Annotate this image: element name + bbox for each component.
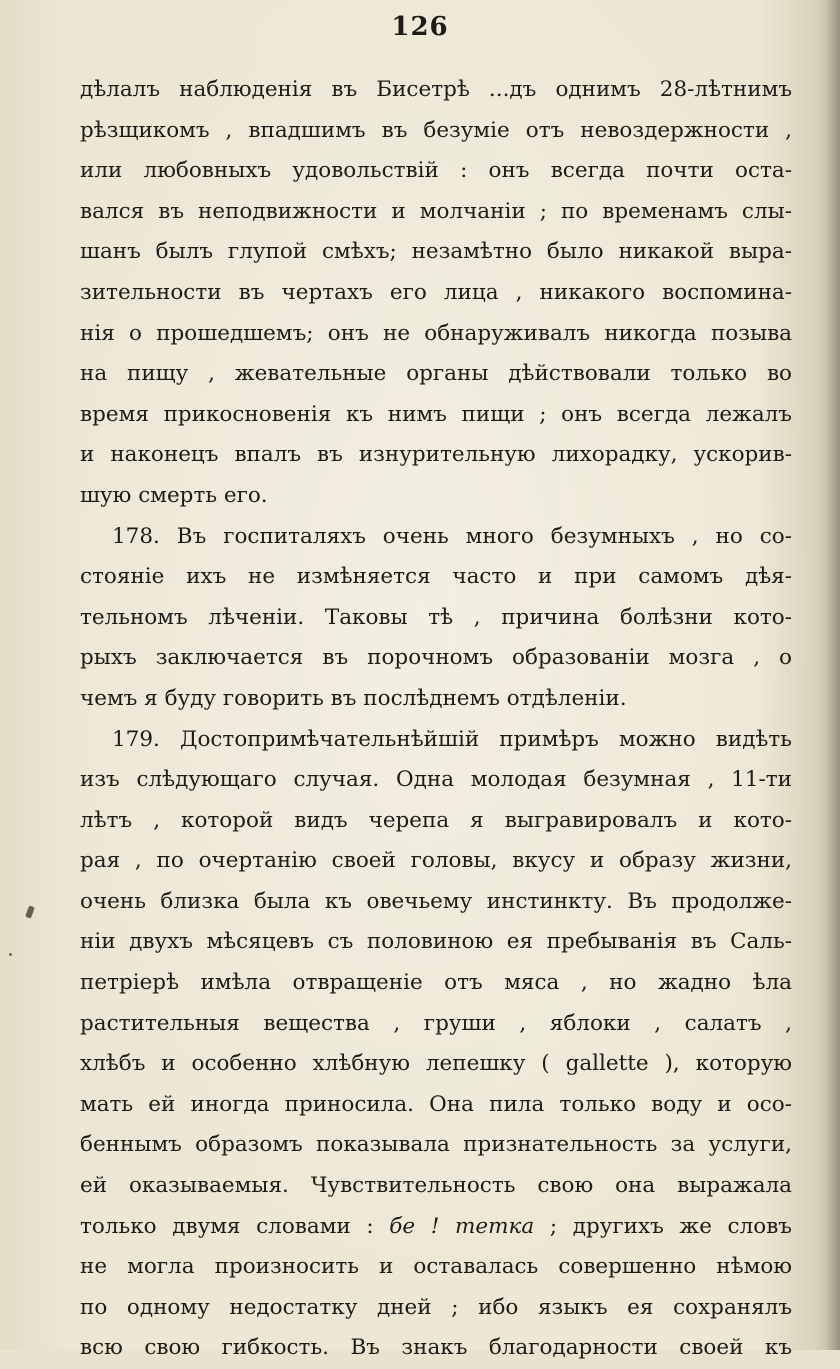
text-line: нія о прошедшемъ; онъ не обнаруживалъ никогда позыва: [80, 320, 792, 346]
text-line: рѣзщикомъ , впадшимъ въ безуміе отъ невоздержности ,: [80, 117, 792, 143]
emphasized-words: бе ! тетка: [389, 1213, 535, 1239]
ink-dot: [9, 953, 12, 956]
text-line: вался въ неподвижности и молчаніи ; по временамъ слы-: [80, 198, 792, 224]
text-line: на пищу , жевательные органы дѣйствовали только во: [80, 361, 792, 387]
text-line: время прикосновенія къ нимъ пищи ; онъ всегда лежалъ: [80, 401, 792, 427]
paragraph-178-start: 178. Въ госпиталяхъ очень много безумныхъ , но со-: [112, 523, 792, 549]
text-line: рая , по очертанію своей головы, вкусу и образу жизни,: [80, 848, 792, 874]
text-segment: только двумя словами :: [80, 1213, 374, 1239]
text-line: растительныя вещества , груши , яблоки , салатъ ,: [80, 1010, 792, 1036]
body-text: [80, 70, 792, 1369]
text-line: по одному недостатку дней ; ибо языкъ ея сохранялъ: [80, 1294, 792, 1320]
ink-blot: [25, 905, 35, 918]
text-line: всю свою гибкость. Въ знакъ благодарности своей къ: [80, 1335, 792, 1361]
text-line: рыхъ заключается въ порочномъ образованіи мозга , о: [80, 645, 792, 671]
text-line: очень близка была къ овечьему инстинкту. Въ продолже-: [80, 888, 792, 914]
text-segment: ; другихъ же словъ: [549, 1213, 792, 1239]
text-line: дѣлалъ наблюденія въ Бисетрѣ ...дъ однимъ 28-лѣтнимъ: [80, 77, 792, 102]
text-line: шанъ былъ глупой смѣхъ; незамѣтно было никакой выра-: [80, 239, 792, 265]
text-line-with-emphasis: [80, 1207, 792, 1248]
text-line: хлѣбъ и особенно хлѣбную лепешку ( gallette ), которую: [80, 1051, 792, 1077]
text-line: тельномъ лѣченіи. Таковы тѣ , причина болѣзни кото-: [80, 604, 792, 630]
text-line: ей оказываемыя. Чувствительность свою она выражала: [80, 1173, 792, 1199]
text-line: беннымъ образомъ показывала признательность за услуги,: [80, 1132, 792, 1158]
text-line: стояніе ихъ не измѣняется часто и при самомъ дѣя-: [80, 564, 792, 590]
text-line: зительности въ чертахъ его лица , никакого воспомина-: [80, 279, 792, 305]
text-line: петріерѣ имѣла отвращеніе отъ мяса , но жадно ѣла: [80, 970, 792, 996]
text-line: чемъ я буду говорить въ послѣднемъ отдѣленіи.: [80, 685, 627, 711]
text-line: изъ слѣдующаго случая. Одна молодая безумная , 11-ти: [80, 767, 792, 793]
text-line: или любовныхъ удовольствій : онъ всегда почти оста-: [80, 158, 792, 184]
page-edge-shadow: [826, 0, 840, 1350]
text-line: и наконецъ впалъ въ изнурительную лихорадку, ускорив-: [80, 442, 792, 468]
text-line: лѣтъ , которой видъ черепа я выгравировалъ и кото-: [80, 807, 792, 833]
paragraph-179-start: 179. Достопримѣчательнѣйшій примѣръ можно видѣть: [112, 726, 792, 752]
text-line: не могла произносить и оставалась совершенно нѣмою: [80, 1254, 792, 1280]
text-line: шую смерть его.: [80, 482, 268, 508]
text-line: мать ей иногда приносила. Она пила только воду и осо-: [80, 1091, 792, 1117]
text-line: ніи двухъ мѣсяцевъ съ половиною ея пребыванія въ Саль-: [80, 929, 792, 955]
page-number: 126: [391, 12, 449, 42]
